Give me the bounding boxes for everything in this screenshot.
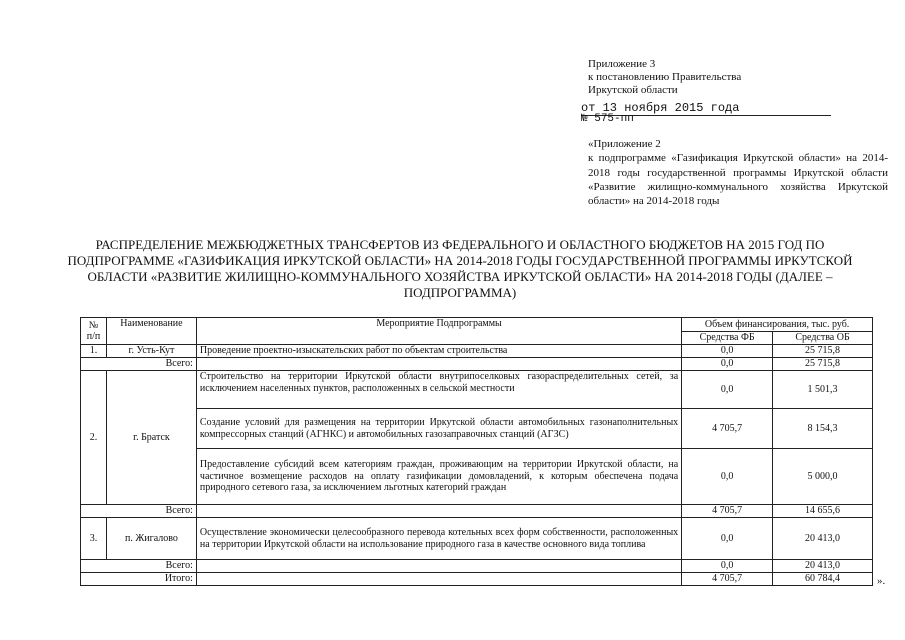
grand-total-empty — [196, 573, 681, 586]
document-title: РАСПРЕДЕЛЕНИЕ МЕЖБЮДЖЕТНЫХ ТРАНСФЕРТОВ ИЗ ФЕДЕРАЛЬНОГО И ОБЛАСТНОГО БЮДЖЕТОВ НА 2015 ГОД ПО ПОДПРОГРАММЕ «ГАЗИФИКАЦИЯ ИРКУТСКОЙ ОБЛАСТИ» НА 2014-2018 ГОДЫ ГОСУДАРСТВЕННОЙ ПРОГРАММЫ ИРКУТСКОЙ ОБЛАСТИ «РАЗВИТИЕ ЖИЛИЩНО-КОММУНАЛЬНОГО ХОЗЯЙСТВА ИРКУТСКОЙ ОБЛАСТИ» НА 2014-2018 ГОДЫ (ДАЛЕЕ – ПОДПРОГРАММА) — [67, 237, 853, 300]
table-row — [81, 345, 873, 358]
handwritten-number: 575-пп — [594, 113, 634, 125]
number-line — [581, 113, 634, 125]
resolution-line: к постановлению Правительства — [588, 71, 742, 84]
table-header-row — [81, 318, 873, 332]
row-name: п. Жигалово — [106, 518, 196, 560]
header-fb: Средства ФБ — [682, 332, 773, 345]
annex-2-block — [588, 137, 888, 208]
grand-total-label: Итого: — [81, 573, 197, 586]
annex-2-text: к подпрограмме «Газификация Иркутской области» на 2014-2018 годы государственной программы Иркутской области «Развитие жилищно-коммунального хозяйства Иркутской области» на 2014-2018 годы — [588, 152, 888, 208]
row-name: г. Братск — [106, 371, 196, 505]
subtotal-empty — [196, 560, 681, 573]
subtotal-fb: 0,0 — [682, 358, 773, 371]
subtotal-label: Всего: — [81, 560, 197, 573]
row-num: 3. — [81, 518, 107, 560]
row-fb: 0,0 — [682, 371, 773, 409]
table-row — [81, 371, 873, 409]
header-name: Наименование — [106, 318, 196, 345]
row-measure: Проведение проектно-изыскательских работ по объектам строительства — [196, 345, 681, 358]
subtotal-fb: 0,0 — [682, 560, 773, 573]
grand-total-fb: 4 705,7 — [682, 573, 773, 586]
handwritten-date: 13 ноября 2015 года — [602, 101, 740, 115]
subtotal-ob: 20 413,0 — [773, 560, 873, 573]
subtotal-label: Всего: — [81, 358, 197, 371]
row-measure: Осуществление экономически целесообразного перевода котельных всех форм собственности, расположенных на территории Иркутской области на использование природного газа в качестве основного вида топлива — [196, 518, 681, 560]
subtotal-fb: 4 705,7 — [682, 505, 773, 518]
subtotal-row — [81, 560, 873, 573]
row-num: 1. — [81, 345, 107, 358]
transfers-table — [80, 317, 873, 586]
region-line: Иркутской области — [588, 84, 678, 97]
subtotal-label: Всего: — [81, 505, 197, 518]
header-ob: Средства ОБ — [773, 332, 873, 345]
subtotal-row — [81, 505, 873, 518]
row-num: 2. — [81, 371, 107, 505]
row-name: г. Усть-Кут — [106, 345, 196, 358]
header-num: № п/п — [81, 318, 107, 345]
annex-2-title: «Приложение 2 — [588, 138, 661, 150]
row-ob: 25 715,8 — [773, 345, 873, 358]
row-ob: 1 501,3 — [773, 371, 873, 409]
row-fb: 0,0 — [682, 345, 773, 358]
subtotal-ob: 25 715,8 — [773, 358, 873, 371]
table-row — [81, 449, 873, 505]
row-measure: Строительство на территории Иркутской области внутрипоселковых газораспределительных сетей, за исключением населенных пунктов, расположенных в сельской местности — [196, 371, 681, 409]
subtotal-empty — [196, 358, 681, 371]
number-prefix: № — [581, 113, 588, 125]
row-ob: 20 413,0 — [773, 518, 873, 560]
row-fb: 0,0 — [682, 518, 773, 560]
appendix-header — [588, 58, 888, 98]
grand-total-ob: 60 784,4 — [773, 573, 873, 586]
header-measure: Мероприятие Подпрограммы — [196, 318, 681, 345]
subtotal-ob: 14 655,6 — [773, 505, 873, 518]
grand-total-row — [81, 573, 873, 586]
row-measure: Предоставление субсидий всем категориям граждан, проживающим на территории Иркутской области, на частичное возмещение расходов на оплату газификации домовладений, к которым обеспечена подача природного сетевого газа, за исключением льготных категорий граждан — [196, 449, 681, 505]
row-measure: Создание условий для размещения на территории Иркутской области автомобильных газонаполнительных компрессорных станций (АГНКС) и автомобильных газозаправочных станций (АГЗС) — [196, 409, 681, 449]
row-fb: 0,0 — [682, 449, 773, 505]
row-ob: 8 154,3 — [773, 409, 873, 449]
from-prefix: от — [581, 101, 596, 115]
subtotal-empty — [196, 505, 681, 518]
appendix-label: Приложение 3 — [588, 58, 656, 70]
header-volume: Объем финансирования, тыс. руб. — [682, 318, 873, 332]
closing-quote-mark: ». — [877, 575, 886, 587]
table-row — [81, 518, 873, 560]
row-ob: 5 000,0 — [773, 449, 873, 505]
subtotal-row — [81, 358, 873, 371]
table-row — [81, 409, 873, 449]
row-fb: 4 705,7 — [682, 409, 773, 449]
